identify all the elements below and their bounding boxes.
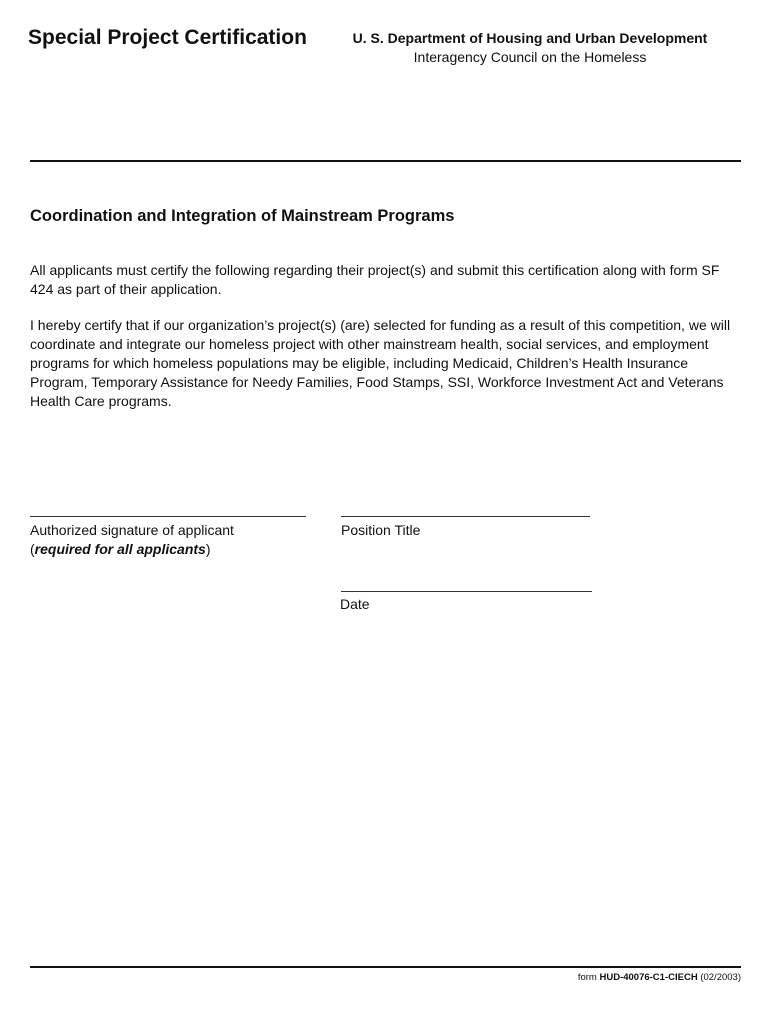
applicant-signature-line[interactable] [30, 516, 306, 517]
form-prefix: form [577, 972, 600, 983]
position-title-line[interactable] [341, 516, 590, 517]
form-revision: (02/2003) [697, 972, 741, 983]
applicant-signature-note [30, 540, 211, 559]
instructions-paragraph: All applicants must certify the following regarding their project(s) and submit this certification along with form SF 424 as part of their application. [30, 262, 720, 297]
form-number: HUD-40076-C1-CIECH [599, 972, 698, 983]
bottom-divider [30, 966, 741, 968]
date-label: Date [340, 596, 370, 612]
form-code [578, 972, 741, 983]
applicant-signature-label: Authorized signature of applicant [30, 522, 234, 538]
note-close-paren: ) [205, 541, 211, 557]
department-name: U. S. Department of Housing and Urban Development [352, 30, 708, 46]
position-title-label: Position Title [341, 522, 421, 538]
agency-header [325, 29, 735, 67]
form-title: Special Project Certification [28, 26, 307, 49]
top-divider [30, 160, 741, 162]
section-heading: Coordination and Integration of Mainstream Programs [30, 207, 455, 225]
note-open-paren: ( [30, 541, 35, 557]
note-emphasis: required for all applicants [34, 541, 206, 557]
certification-paragraph: I hereby certify that if our organization’s project(s) (are) selected for funding as a result of this competition, we will coordinate and integrate our homeless project with other mainstream health, social services, and employment programs for which homeless populations may be eligible, including Medicaid, Children’s Health Insurance Program, Temporary Assistance for Needy Families, Food Stamps, SSI, Workforce Investment Act and Veterans Health Care programs. [30, 317, 731, 409]
date-line[interactable] [341, 591, 592, 592]
council-name: Interagency Council on the Homeless [413, 49, 647, 65]
